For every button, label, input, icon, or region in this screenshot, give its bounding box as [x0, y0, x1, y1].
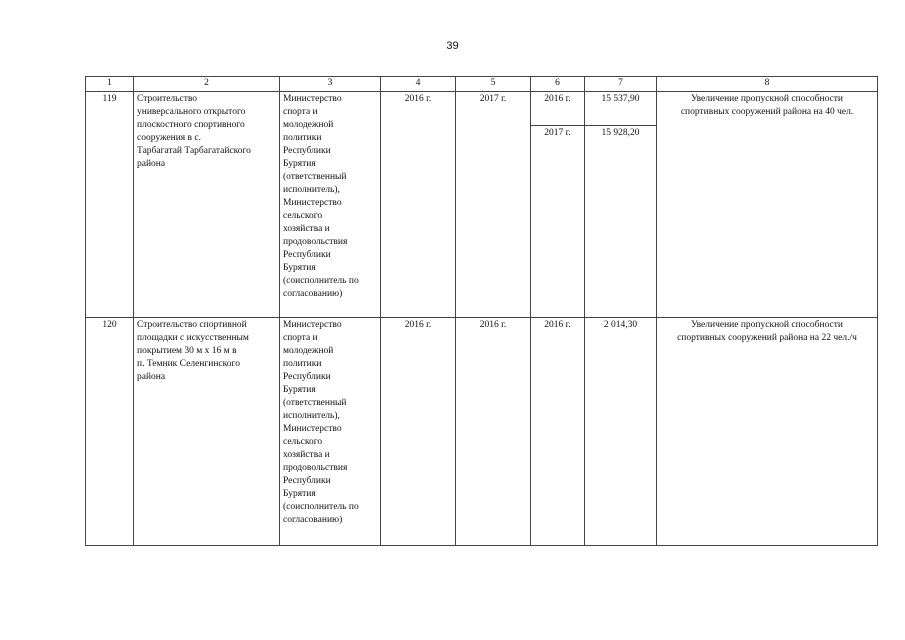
column-header: 8	[657, 77, 878, 92]
column-header: 3	[280, 77, 381, 92]
column-header: 5	[456, 77, 531, 92]
responsible-executor: Министерство спорта и молодежной политики Республики Бурятия (ответственный исполнитель), Министерство сельского хозяйства и продовольствия Республики Бурятия (соисполнитель по согласованию)	[280, 318, 381, 546]
financing-year: 2016 г.	[531, 318, 585, 546]
end-year: 2017 г.	[456, 92, 531, 318]
column-header: 6	[531, 77, 585, 92]
table-row	[86, 318, 878, 546]
row-number: 120	[86, 318, 134, 546]
column-header: 7	[585, 77, 657, 92]
page-number: 39	[446, 40, 459, 52]
financing-amount: 15 537,90	[585, 92, 657, 126]
column-header: 4	[381, 77, 456, 92]
project-name: Строительство спортивной площадки с искусственным покрытием 30 м х 16 м в п. Темник Селенгинского района	[134, 318, 280, 546]
header-row	[86, 77, 878, 92]
row-number: 119	[86, 92, 134, 318]
project-name: Строительство универсального открытого плоскостного спортивного сооружения в с. Тарбагатай Тарбагатайского района	[134, 92, 280, 318]
financing-year: 2016 г.	[531, 92, 585, 126]
financing-year: 2017 г.	[531, 126, 585, 318]
financing-amount: 2 014,30	[585, 318, 657, 546]
column-header: 1	[86, 77, 134, 92]
responsible-executor: Министерство спорта и молодежной политики Республики Бурятия (ответственный исполнитель), Министерство сельского хозяйства и продовольствия Республики Бурятия (соисполнитель по согласованию)	[280, 92, 381, 318]
column-header: 2	[134, 77, 280, 92]
table-row	[86, 92, 878, 126]
expected-result: Увеличение пропускной способности спортивных сооружений района на 40 чел.	[657, 92, 878, 318]
data-table	[85, 76, 878, 546]
start-year: 2016 г.	[381, 92, 456, 318]
financing-amount: 15 928,20	[585, 126, 657, 318]
end-year: 2016 г.	[456, 318, 531, 546]
expected-result: Увеличение пропускной способности спортивных сооружений района на 22 чел./ч	[657, 318, 878, 546]
start-year: 2016 г.	[381, 318, 456, 546]
